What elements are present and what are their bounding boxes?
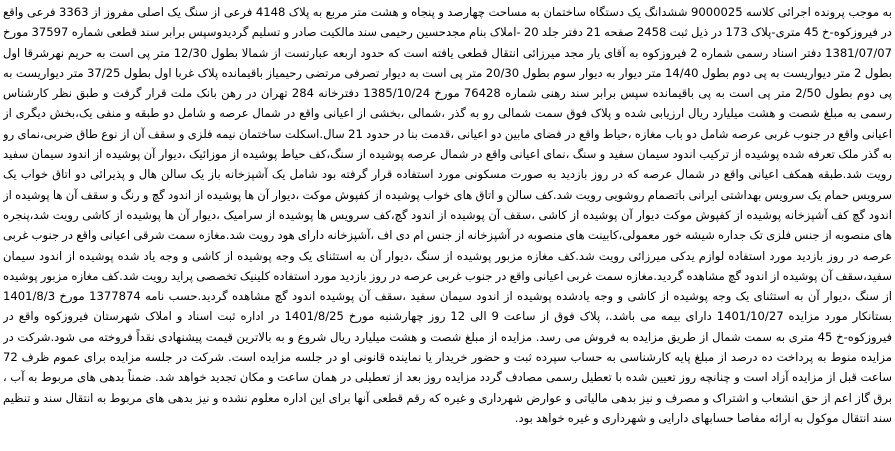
auction-notice-document (3, 2, 892, 448)
notice-body-text: به موجب پرونده اجرائی کلاسه 9000025 ششدانگ یک دستگاه ساختمان به مساحت چهارصد و پنجاه و هشت متر مربع به پلاک 4148 فرعی از سنگ یک اصلی مفروز از 3363 فرعی واقع در فیروزکوه-خ 45 متری-پلاک 173 در ذیل ثبت 2458 صفحه 21 دفتر جلد 20 -املاک بنام مجدحسین رحیمی سند مالکیت صادر و تسلیم گردیدوسپس برابر سند قطعی شماره 37597 مورخ 1381/07/07 دفتر اسناد رسمی شماره 2 فیروزکوه به آقای یار مجد میرزائی انتقال قطعی یافته است که حدود اربعه عبارتست از شمالا بطول 12/30 متر پی است به حریم نهرشرقا اول بطول 2 متر دیواریست به پی دوم بطول 14/40 متر دیوار به دیوار سوم بطول 20/30 متر پی است به دیوار تصرفی مرتضی رحیمیاز باقیمانده پلاک غربا اول بطول 37/25 متر دیواریست به پی دوم بطول 2/50 متر پی است به پی باقیمانده سپس برابر سند رهنی شماره 76428 مورخ 1385/10/24 دفترخانه 284 تهران در رهن بانک ملت قرار گرفت و طبق نظر کارشناس رسمی به مبلغ شصت و هشت میلیارد ریال ارزیابی شده و پلاک فوق سمت شمالی رو به گذر ،شمالی ،بخشی از اعیانی واقع در شمال عرصه و شامل دو طبقه و منفی یک،بخش دیگری از اعیانی واقع در جنوب غربی عرصه شامل دو باب مغازه ،حیاط واقع در فضای مابین دو اعیانی ،قدمت بنا در حدود 21 سال.اسکلت ساختمان نیمه فلزی و سقف آن از نوع طاق ضربی،نمای رو به گذر ملک تعرفه شده پوشیده از ترکیب اندود سیمان سفید و سنگ ،نمای اعیانی واقع در شمال عرصه پوشیده از سنگ،کف حیاط پوشیده از موزائیک ،دیوار آن پوشیده از اندود سیمان سفید رویت شد.طبقه همکف اعیانی واقع در شمال عرصه که در روز بازدید به صورت مسکونی مورد استفاده قرار گرفته بود شامل یک آشپزخانه باز یک سالن هال و پذیرائی دو اتاق خواب یک سرویس حمام یک سرویس بهداشتی ایرانی باتصمام روشویی رویت شد.کف سالن و اتاق های خواب پوشیده از کفپوش موکت ،دیوار آن ها پوشیده از اندود گچ و رنگ و سقف آن ها پوشیده از اندود گچ کف آشپزخانه پوشیده از کفپوش موکت دیوار آن پوشیده از کاشی ،سقف آن پوشیده از اندود گچ،کف سرویس ها پوشیده از سرامیک ،دیوار آن ها پوشیده از کاشی رویت شد،پنجره های منصوبه از جنس فلزی تک جداره شیشه خور معمولی،کابینت های منصوبه در آشپزخانه از جنس ام دی اف ،آشپزخانه دارای هود رویت شد.مغازه سمت شرقی اعیانی واقع در جنوب غربی عرصه در روز بازدید مورد استفاده لوازم یدکی میرزائی رویت شد.کف مغازه مزبور پوشیده از سنگ ،دیوار آن به استثنای یک وجه پوشیده از کاشی و وجه یاد شده پوشیده از اندود سیمان سفید،سقف آن پوشیده از اندود گچ مشاهده گردید.مغازه سمت غربی اعیانی واقع در جنوب غربی عرصه در روز بازدید مورد استفاده کلینیک تخصصی پراید رویت شد.کف مغازه مزبور پوشیده از سنگ ،دیوار آن به استثنای یک وجه پوشیده از کاشی و وجه یادشده پوشیده از اندود سیمان سفید ،سقف آن پوشیده اندود گچ مشاهده گردید.حسب نامه 1377874 مورخ 1401/8/3 بستانکار مورد مزایده 1401/10/27 دارای بیمه می باشد.، پلاک فوق از ساعت 9 الی 12 روز چهارشنبه مورخ 1401/8/25 در اداره ثبت اسناد و املاک شهرستان فیروزکوه واقع در فیروزکوه-خ 45 متری به سمت شمال از طریق مزایده به فروش می رسد. مزایده از مبلغ شصت و هشت میلیارد ریال شروع و به بالاترین قیمت پیشنهادی نقداً فروخته می شود.شرکت در مزایده منوط به پرداخت ده درصد از مبلغ پایه کارشناسی به حساب سپرده ثبت و حضور خریدار یا نماینده قانونی او در جلسه مزایده است. شرکت در جلسه مزایده برای عموم ظرف 72 ساعت قبل از مزایده آزاد است و چنانچه روز تعیین شده با تعطیل رسمی مصادف گردد مزایده روز بعد از تعطیلی در همان ساعت و مکان تجدید خواهد شد. ضمناً بدهی های مربوط به آب ، برق گاز اعم از حق انشعاب و اشتراک و مصرف و نیز بدهی مالیاتی و عوارض شهرداری و غیره که رقم قطعی آنها برای این اداره معلوم نشده و نیز بدهی های مربوط به انتقال سند و تنظیم سند انتقال موکول به ارائه مفاصا حسابهای دارایی و شهرداری و غیره خواهد بود. (3, 5, 892, 425)
